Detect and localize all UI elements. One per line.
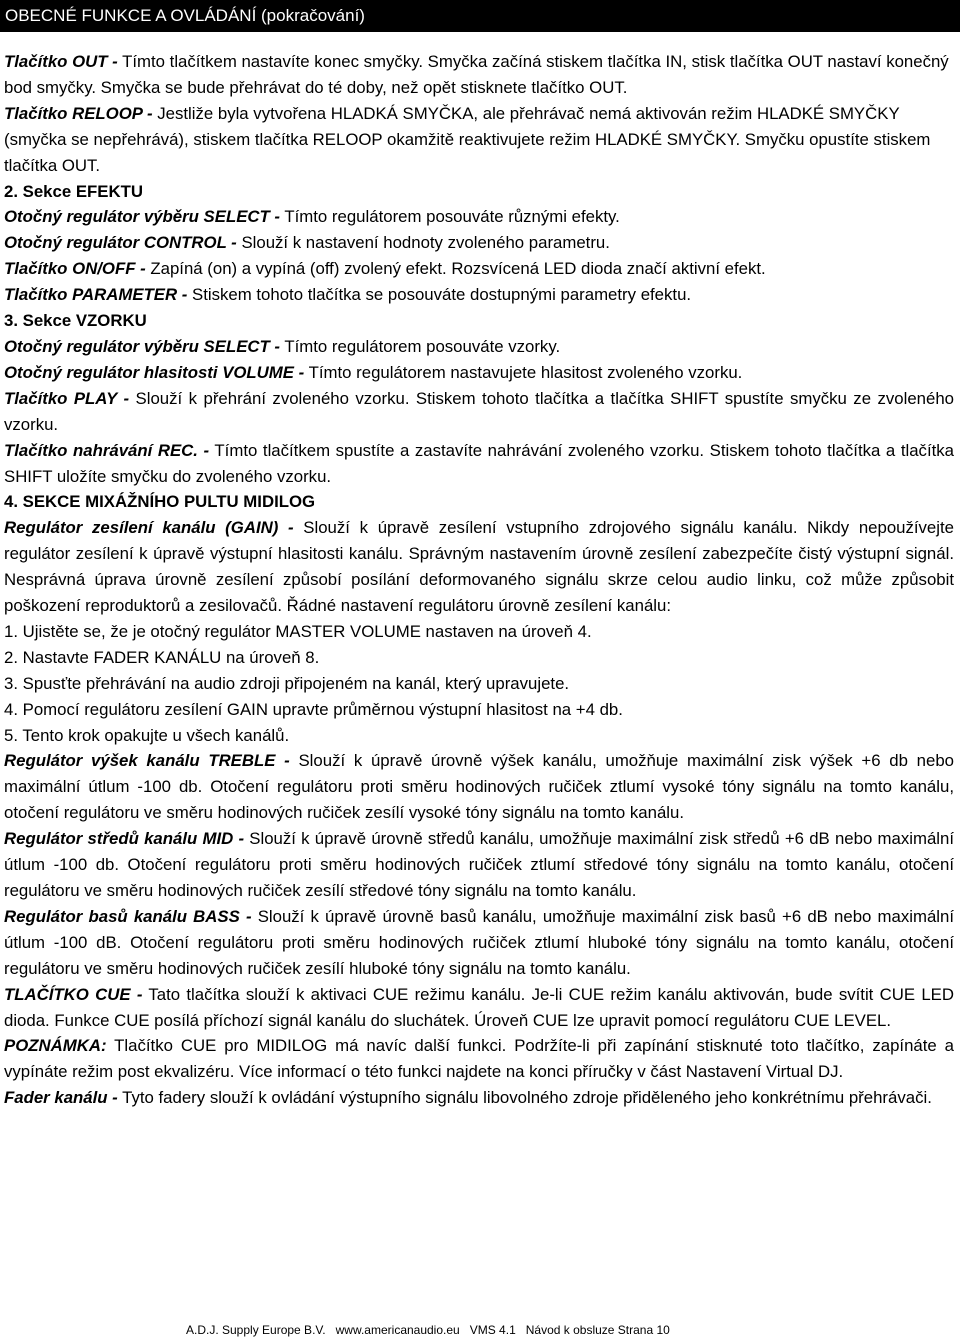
term: Tlačítko ON/OFF - [4,259,146,279]
term: Tlačítko nahrávání REC. - [4,440,210,460]
description: Slouží k úpravě úrovně středů kanálu, umožňuje maximální zisk středů +6 dB nebo maximální útlum -100 db. Otočení regulátoru proti směru hodinových ručiček ztlumí středové tóny signálu na tomto kanálu, otočení regulátoru ve směru hodinových ručiček zesílí středové tóny signálu na tomto kanálu. [4,829,954,900]
term: Tlačítko RELOOP - [4,103,153,123]
term: Otočný regulátor výběru SELECT - [4,336,281,356]
term: Regulátor basů kanálu BASS - [4,906,252,926]
description: Tímto tlačítkem nastavíte konec smyčky. Smyčka začíná stiskem tlačítka IN, stisk tlačítka OUT nastaví konečný bod smyčky. Smyčka se bude přehrávat do té doby, než opět stisknete tlačítko OUT. [4,52,949,97]
section-heading-samples: 3. Sekce VZORKU [4,311,147,331]
description: Zapíná (on) a vypíná (off) zvolený efekt. Rozsvícená LED dioda značí aktivní efekt. [145,259,766,279]
term: TLAČÍTKO CUE - [4,984,143,1004]
list-item-step-1: 1. Ujistěte se, že je otočný regulátor MASTER VOLUME nastaven na úroveň 4. [4,621,592,641]
term: Fader kanálu - [4,1088,118,1108]
paragraph-rec [4,438,954,490]
section-heading-mixer: 4. SEKCE MIXÁŽNÍHO PULTU MIDILOG [4,492,316,512]
term: Tlačítko OUT - [4,52,118,71]
section-title: OBECNÉ FUNKCE A OVLÁDÁNÍ (pokračování) [5,6,365,25]
description: Stiskem tohoto tlačítka se posouváte dostupnými parametry efektu. [187,285,692,305]
description: Slouží k úpravě zesílení vstupního zdrojového signálu kanálu. Nikdy nepoužívejte regulátor zesílení k úpravě výstupní hlasitosti kanálu. Správným nastavením úrovně zesílení zabezpečíte čistý výstupní signál. Nesprávná úprava úrovně zesílení způsobí posílání deformovaného signálu skrze celou audio linku, což může způsobit poškození reproduktorů a zesilovačů. Řádné nastavení regulátoru úrovně zesílení kanálu: [4,518,954,616]
description: Jestliže byla vytvořena HLADKÁ SMYČKA, ale přehrávač nemá aktivován režim HLADKÉ SMYČKY (smyčka se nepřehrává), stiskem tlačítka RELOOP okamžitě reaktivujete režim HLADKÉ SMYČKY. Smyčku opustíte stiskem tlačítka OUT. [4,103,931,175]
description: Tímto regulátorem posouváte různými efekty. [280,207,620,227]
paragraph-parameter [4,282,954,308]
description: Slouží k nastavení hodnoty zvoleného parametru. [236,233,610,253]
list-item-step-3: 3. Spusťte přehrávání na audio zdroji připojeném na kanál, který upravujete. [4,673,570,693]
footer-company: A.D.J. Supply Europe B.V. [186,1323,326,1337]
description: Tato tlačítka slouží k aktivaci CUE režimu kanálu. Je-li CUE režim kanálu aktivován, bude svítit CUE LED dioda. Funkce CUE posílá příchozí signál kanálu do sluchátek. Úroveň CUE lze upravit pomocí regulátoru CUE LEVEL. [4,984,954,1030]
description: Tyto fadery slouží k ovládání výstupního signálu libovolného zdroje přiděleného jeho konkrétnímu přehrávači. [117,1088,932,1108]
paragraph-fader [4,1085,954,1111]
paragraph-note [4,1033,954,1085]
paragraph-gain [4,515,954,619]
term: Otočný regulátor CONTROL - [4,233,237,253]
description: Tímto regulátorem nastavujete hlasitost zvoleného vzorku. [304,362,743,382]
paragraph-treble [4,748,954,826]
term: Regulátor zesílení kanálu (GAIN) - [4,518,294,538]
description: Tímto regulátorem posouváte vzorky. [280,336,561,356]
description: Slouží k přehrání zvoleného vzorku. Stiskem tohoto tlačítka a tlačítka SHIFT spustíte smyčku ze zvoleného vzorku. [4,388,954,434]
paragraph-sample-select [4,334,954,360]
list-item-step-4: 4. Pomocí regulátoru zesílení GAIN upravte průměrnou výstupní hlasitost na +4 db. [4,699,623,719]
paragraph-reloop-button [4,101,954,179]
term: Regulátor středů kanálu MID - [4,829,245,849]
term: Tlačítko PLAY - [4,388,130,408]
term: Otočný regulátor hlasitosti VOLUME - [4,362,305,382]
paragraph-mid [4,826,954,904]
page-footer [186,1322,670,1338]
paragraph-cue [4,982,954,1034]
paragraph-bass [4,904,954,982]
term: Otočný regulátor výběru SELECT - [4,207,281,227]
description: Tímto tlačítkem spustíte a zastavíte nahrávání zvoleného vzorku. Stiskem tohoto tlačítka a tlačítka SHIFT uložíte smyčku do zvoleného vzorku. [4,440,954,486]
page-header [0,0,960,32]
paragraph-control [4,230,954,256]
footer-page-number: Návod k obsluze Strana 10 [525,1323,670,1337]
term: POZNÁMKA: [4,1036,107,1056]
paragraph-effect-select [4,204,954,230]
section-heading-effects: 2. Sekce EFEKTU [4,181,143,201]
document-body [4,49,954,1111]
paragraph-onoff [4,256,954,282]
term: Regulátor výšek kanálu TREBLE - [4,751,290,771]
description: Tlačítko CUE pro MIDILOG má navíc další funkci. Podržíte-li při zapínání stisknuté toto tlačítko, zapínáte a vypínáte režim post ekvalizéru. Více informací o této funkci najdete na konci příručky v část Nastavení Virtual DJ. [4,1036,954,1082]
footer-model: VMS 4.1 [469,1323,516,1337]
description: Slouží k úpravě úrovně výšek kanálu, umožňuje maximální zisk výšek +6 db nebo maximální útlum -100 db. Otočení regulátoru proti směru hodinových ručiček ztlumí vysoké tóny signálu na tomto kanálu, otočení regulátoru ve směru hodinových ručiček zesílí vysoké tóny signálu na tomto kanálu. [4,751,954,823]
paragraph-play [4,386,954,438]
paragraph-volume [4,360,954,386]
paragraph-out-button [4,49,954,101]
description: Slouží k úpravě úrovně basů kanálu, umožňuje maximální zisk basů +6 dB nebo maximální útlum -100 dB. Otočení regulátoru proti směru hodinových ručiček ztlumí hluboké tóny signálu na tomto kanálu, otočení regulátoru ve směru hodinových ručiček zesílí hluboké tóny signálu na tomto kanálu. [4,906,954,978]
list-item-step-2: 2. Nastavte FADER KANÁLU na úroveň 8. [4,647,320,667]
list-item-step-5: 5. Tento krok opakujte u všech kanálů. [4,725,290,745]
term: Tlačítko PARAMETER - [4,285,188,305]
footer-website: www.americanaudio.eu [335,1323,460,1337]
